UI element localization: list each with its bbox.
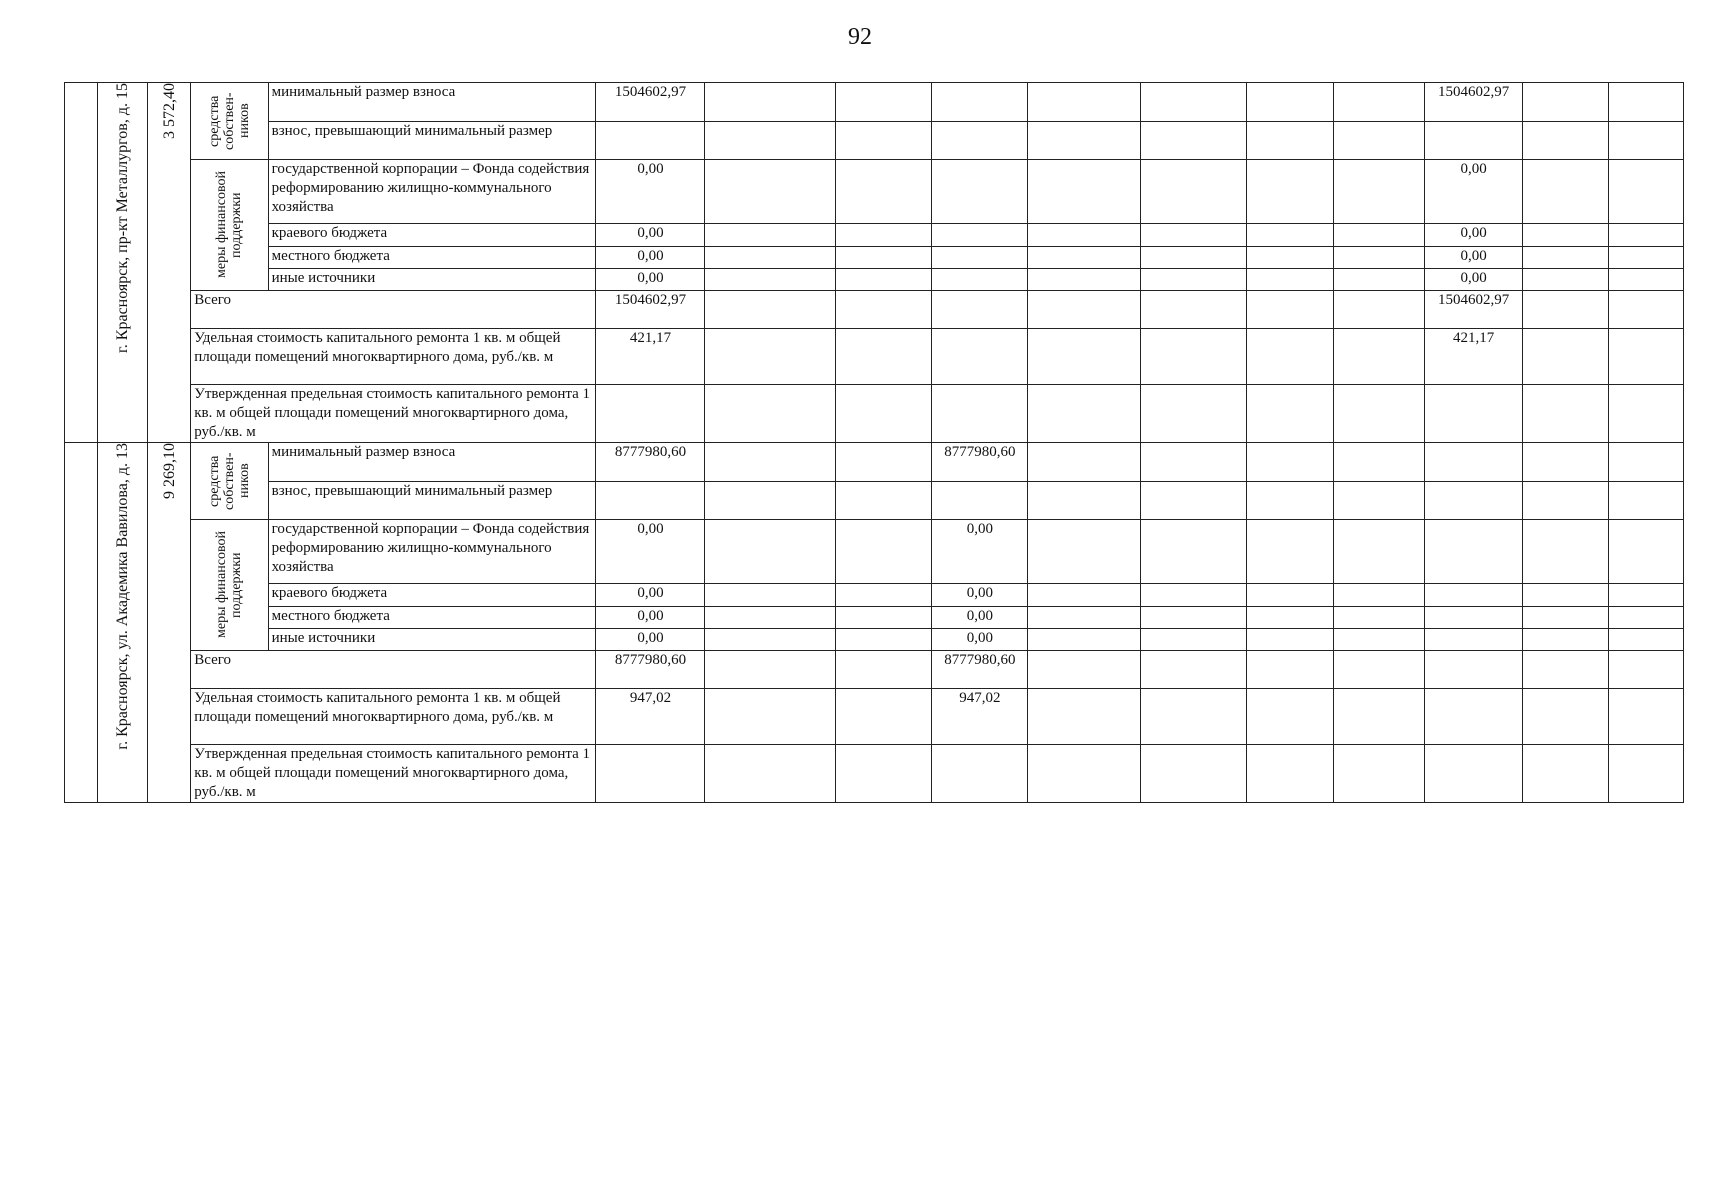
value-cell [1141, 606, 1247, 628]
value-cell [1028, 329, 1141, 385]
value-cell [1333, 291, 1425, 329]
value-cell [1028, 291, 1141, 329]
value-cell [1523, 689, 1609, 745]
value-cell [1523, 606, 1609, 628]
value-cell [1247, 291, 1334, 329]
value-cell [1425, 628, 1523, 650]
table-row [65, 745, 1684, 803]
value-cell [1333, 246, 1425, 268]
value-cell [1141, 83, 1247, 122]
value-cell [835, 606, 932, 628]
table-row [65, 443, 1684, 482]
row-label: Всего [191, 651, 596, 689]
value-cell [1608, 329, 1683, 385]
value-cell [1141, 224, 1247, 246]
value-cell [835, 246, 932, 268]
value-cell: 8777980,60 [932, 651, 1028, 689]
value-cell [1247, 520, 1334, 584]
value-cell [1523, 481, 1609, 520]
value-cell [1333, 606, 1425, 628]
value-cell [1608, 268, 1683, 290]
value-cell [932, 329, 1028, 385]
value-cell [1247, 481, 1334, 520]
address-cell-text: г. Красноярск, ул. Академика Вавилова, д. 13 [114, 443, 132, 750]
value-cell [1523, 329, 1609, 385]
table-row [65, 246, 1684, 268]
value-cell: 0,00 [1425, 160, 1523, 224]
value-cell [1247, 268, 1334, 290]
value-cell [1523, 443, 1609, 482]
value-cell [932, 291, 1028, 329]
value-cell: 0,00 [596, 160, 705, 224]
value-cell [1333, 385, 1425, 443]
row-label: местного бюджета [268, 606, 596, 628]
table-row [65, 689, 1684, 745]
row-label: минимальный размер взноса [268, 83, 596, 122]
value-cell [596, 121, 705, 160]
value-cell [835, 160, 932, 224]
value-cell [835, 651, 932, 689]
table-row [65, 83, 1684, 122]
value-cell [1608, 224, 1683, 246]
value-cell [1608, 246, 1683, 268]
value-cell: 421,17 [1425, 329, 1523, 385]
value-cell [705, 385, 835, 443]
value-cell [932, 385, 1028, 443]
value-cell [1608, 160, 1683, 224]
value-cell [1141, 651, 1247, 689]
value-cell [1247, 689, 1334, 745]
row-label: местного бюджета [268, 246, 596, 268]
value-cell [932, 160, 1028, 224]
value-cell [1141, 520, 1247, 584]
value-cell [1608, 606, 1683, 628]
value-cell [705, 628, 835, 650]
value-cell [932, 481, 1028, 520]
value-cell [1141, 385, 1247, 443]
value-cell [1333, 329, 1425, 385]
value-cell [932, 83, 1028, 122]
row-label: Утвержденная предельная стоимость капитального ремонта 1 кв. м общей площади помещений многоквартирного дома, руб./кв. м [191, 745, 596, 803]
area-cell-text: 3 572,40 [160, 83, 178, 139]
row-label: Удельная стоимость капитального ремонта 1 кв. м общей площади помещений многоквартирного дома, руб./кв. м [191, 689, 596, 745]
owners-funds-cell [191, 443, 268, 520]
value-cell [1333, 520, 1425, 584]
value-cell [1141, 329, 1247, 385]
value-cell [1333, 160, 1425, 224]
value-cell: 1504602,97 [596, 83, 705, 122]
value-cell [1141, 291, 1247, 329]
value-cell [1247, 745, 1334, 803]
value-cell [1608, 745, 1683, 803]
value-cell [1333, 443, 1425, 482]
value-cell [705, 606, 835, 628]
value-cell: 0,00 [932, 584, 1028, 606]
value-cell: 0,00 [1425, 246, 1523, 268]
value-cell [1247, 329, 1334, 385]
value-cell [1028, 246, 1141, 268]
value-cell [1028, 443, 1141, 482]
value-cell: 0,00 [596, 628, 705, 650]
value-cell [1141, 246, 1247, 268]
value-cell [1141, 481, 1247, 520]
support-cell-text: меры финансовой поддержки [214, 531, 245, 639]
row-label: минимальный размер взноса [268, 443, 596, 482]
value-cell [1608, 584, 1683, 606]
owners-funds-cell-text: средства собствен-ников [206, 92, 252, 150]
value-cell [705, 291, 835, 329]
value-cell [1608, 651, 1683, 689]
value-cell [1141, 160, 1247, 224]
row-label: взнос, превышающий минимальный размер [268, 121, 596, 160]
value-cell [1523, 628, 1609, 650]
value-cell [1523, 246, 1609, 268]
value-cell [835, 268, 932, 290]
value-cell [835, 745, 932, 803]
row-label: Всего [191, 291, 596, 329]
value-cell [1028, 520, 1141, 584]
value-cell [835, 584, 932, 606]
value-cell [1333, 481, 1425, 520]
value-cell [1247, 121, 1334, 160]
capital-repair-table [64, 82, 1684, 803]
value-cell [835, 481, 932, 520]
value-cell [932, 246, 1028, 268]
table-row [65, 160, 1684, 224]
value-cell [1247, 606, 1334, 628]
value-cell [835, 329, 932, 385]
value-cell [1333, 224, 1425, 246]
value-cell [705, 651, 835, 689]
value-cell [1523, 584, 1609, 606]
value-cell [1333, 628, 1425, 650]
value-cell [1425, 745, 1523, 803]
value-cell [1028, 121, 1141, 160]
address-cell [97, 83, 148, 443]
value-cell [1425, 385, 1523, 443]
table-row [65, 651, 1684, 689]
value-cell [1425, 121, 1523, 160]
value-cell [835, 83, 932, 122]
value-cell [1141, 745, 1247, 803]
value-cell [705, 520, 835, 584]
table-row [65, 385, 1684, 443]
area-cell-text: 9 269,10 [160, 443, 178, 499]
table-row [65, 291, 1684, 329]
table-row [65, 481, 1684, 520]
value-cell [1247, 584, 1334, 606]
value-cell [1425, 584, 1523, 606]
value-cell [705, 268, 835, 290]
table-row [65, 224, 1684, 246]
value-cell [705, 224, 835, 246]
value-cell [1523, 745, 1609, 803]
value-cell [1608, 121, 1683, 160]
address-cell [97, 443, 148, 803]
value-cell [1333, 584, 1425, 606]
value-cell [835, 628, 932, 650]
row-label: иные источники [268, 268, 596, 290]
value-cell [1425, 689, 1523, 745]
value-cell [1141, 121, 1247, 160]
value-cell [1247, 224, 1334, 246]
address-cell-text: г. Красноярск, пр-кт Металлургов, д. 15 [114, 83, 132, 353]
value-cell [835, 443, 932, 482]
value-cell [1028, 385, 1141, 443]
table-row [65, 606, 1684, 628]
value-cell [1608, 291, 1683, 329]
value-cell: 8777980,60 [596, 443, 705, 482]
value-cell [1028, 224, 1141, 246]
value-cell [835, 291, 932, 329]
owners-funds-cell [191, 83, 268, 160]
table-body [65, 83, 1684, 803]
value-cell: 0,00 [932, 628, 1028, 650]
value-cell [1425, 606, 1523, 628]
value-cell: 8777980,60 [932, 443, 1028, 482]
value-cell: 0,00 [596, 606, 705, 628]
row-label: государственной корпорации – Фонда содействия реформированию жилищно-коммунального хозяйства [268, 160, 596, 224]
value-cell: 947,02 [932, 689, 1028, 745]
value-cell [835, 689, 932, 745]
value-cell [1247, 651, 1334, 689]
value-cell [705, 246, 835, 268]
value-cell [1425, 481, 1523, 520]
value-cell [1141, 443, 1247, 482]
value-cell [1523, 651, 1609, 689]
area-cell [148, 83, 191, 443]
value-cell [705, 160, 835, 224]
value-cell [1028, 268, 1141, 290]
value-cell [1028, 745, 1141, 803]
page-number: 92 [848, 24, 872, 50]
table-row [65, 121, 1684, 160]
value-cell [1523, 121, 1609, 160]
row-label: краевого бюджета [268, 224, 596, 246]
value-cell [596, 385, 705, 443]
value-cell [1247, 385, 1334, 443]
table-row [65, 268, 1684, 290]
value-cell [1523, 385, 1609, 443]
value-cell [705, 329, 835, 385]
value-cell [705, 443, 835, 482]
value-cell: 0,00 [1425, 268, 1523, 290]
value-cell [1141, 268, 1247, 290]
area-cell [148, 443, 191, 803]
support-cell-text: меры финансовой поддержки [214, 171, 245, 279]
value-cell: 0,00 [596, 246, 705, 268]
value-cell: 1504602,97 [1425, 83, 1523, 122]
value-cell [1523, 160, 1609, 224]
table-row [65, 329, 1684, 385]
value-cell [1523, 268, 1609, 290]
value-cell [835, 224, 932, 246]
value-cell: 0,00 [1425, 224, 1523, 246]
owners-funds-cell-text: средства собствен-ников [206, 452, 252, 510]
value-cell [1141, 628, 1247, 650]
value-cell: 0,00 [932, 606, 1028, 628]
value-cell [705, 745, 835, 803]
value-cell [1247, 83, 1334, 122]
row-label: Утвержденная предельная стоимость капитального ремонта 1 кв. м общей площади помещений многоквартирного дома, руб./кв. м [191, 385, 596, 443]
value-cell [1333, 121, 1425, 160]
value-cell [705, 689, 835, 745]
value-cell [1028, 628, 1141, 650]
value-cell [1028, 584, 1141, 606]
value-cell [1608, 628, 1683, 650]
blank-cell [65, 83, 98, 443]
value-cell [1333, 83, 1425, 122]
value-cell [1028, 689, 1141, 745]
value-cell [1028, 481, 1141, 520]
value-cell [1247, 160, 1334, 224]
value-cell [1333, 745, 1425, 803]
value-cell [1425, 443, 1523, 482]
value-cell [1333, 651, 1425, 689]
value-cell [1141, 689, 1247, 745]
value-cell [1028, 606, 1141, 628]
value-cell: 0,00 [596, 520, 705, 584]
support-cell [191, 520, 268, 651]
value-cell [1247, 246, 1334, 268]
value-cell [1523, 224, 1609, 246]
value-cell [835, 520, 932, 584]
row-label: Удельная стоимость капитального ремонта 1 кв. м общей площади помещений многоквартирного дома, руб./кв. м [191, 329, 596, 385]
value-cell [1028, 651, 1141, 689]
table-row [65, 584, 1684, 606]
value-cell [705, 584, 835, 606]
value-cell [705, 121, 835, 160]
value-cell [1425, 651, 1523, 689]
value-cell [1028, 83, 1141, 122]
value-cell [932, 745, 1028, 803]
value-cell [705, 83, 835, 122]
value-cell [1608, 520, 1683, 584]
row-label: иные источники [268, 628, 596, 650]
value-cell [1333, 268, 1425, 290]
value-cell [1523, 83, 1609, 122]
row-label: государственной корпорации – Фонда содействия реформированию жилищно-коммунального хозяйства [268, 520, 596, 584]
value-cell [1608, 689, 1683, 745]
value-cell [1608, 83, 1683, 122]
value-cell [1247, 628, 1334, 650]
value-cell: 1504602,97 [1425, 291, 1523, 329]
value-cell [1028, 160, 1141, 224]
value-cell [1608, 481, 1683, 520]
value-cell [596, 481, 705, 520]
blank-cell [65, 443, 98, 803]
value-cell [932, 121, 1028, 160]
value-cell [1608, 385, 1683, 443]
value-cell [1523, 520, 1609, 584]
value-cell: 0,00 [596, 268, 705, 290]
value-cell: 0,00 [596, 584, 705, 606]
value-cell: 421,17 [596, 329, 705, 385]
table-row [65, 520, 1684, 584]
value-cell [1523, 291, 1609, 329]
value-cell: 947,02 [596, 689, 705, 745]
value-cell [932, 268, 1028, 290]
value-cell [1608, 443, 1683, 482]
value-cell: 0,00 [932, 520, 1028, 584]
value-cell [596, 745, 705, 803]
value-cell [835, 121, 932, 160]
value-cell: 0,00 [596, 224, 705, 246]
value-cell: 8777980,60 [596, 651, 705, 689]
row-label: краевого бюджета [268, 584, 596, 606]
value-cell [1425, 520, 1523, 584]
support-cell [191, 160, 268, 291]
value-cell [835, 385, 932, 443]
value-cell [1333, 689, 1425, 745]
value-cell [1247, 443, 1334, 482]
value-cell [1141, 584, 1247, 606]
value-cell [932, 224, 1028, 246]
value-cell [705, 481, 835, 520]
table-row [65, 628, 1684, 650]
row-label: взнос, превышающий минимальный размер [268, 481, 596, 520]
value-cell: 1504602,97 [596, 291, 705, 329]
